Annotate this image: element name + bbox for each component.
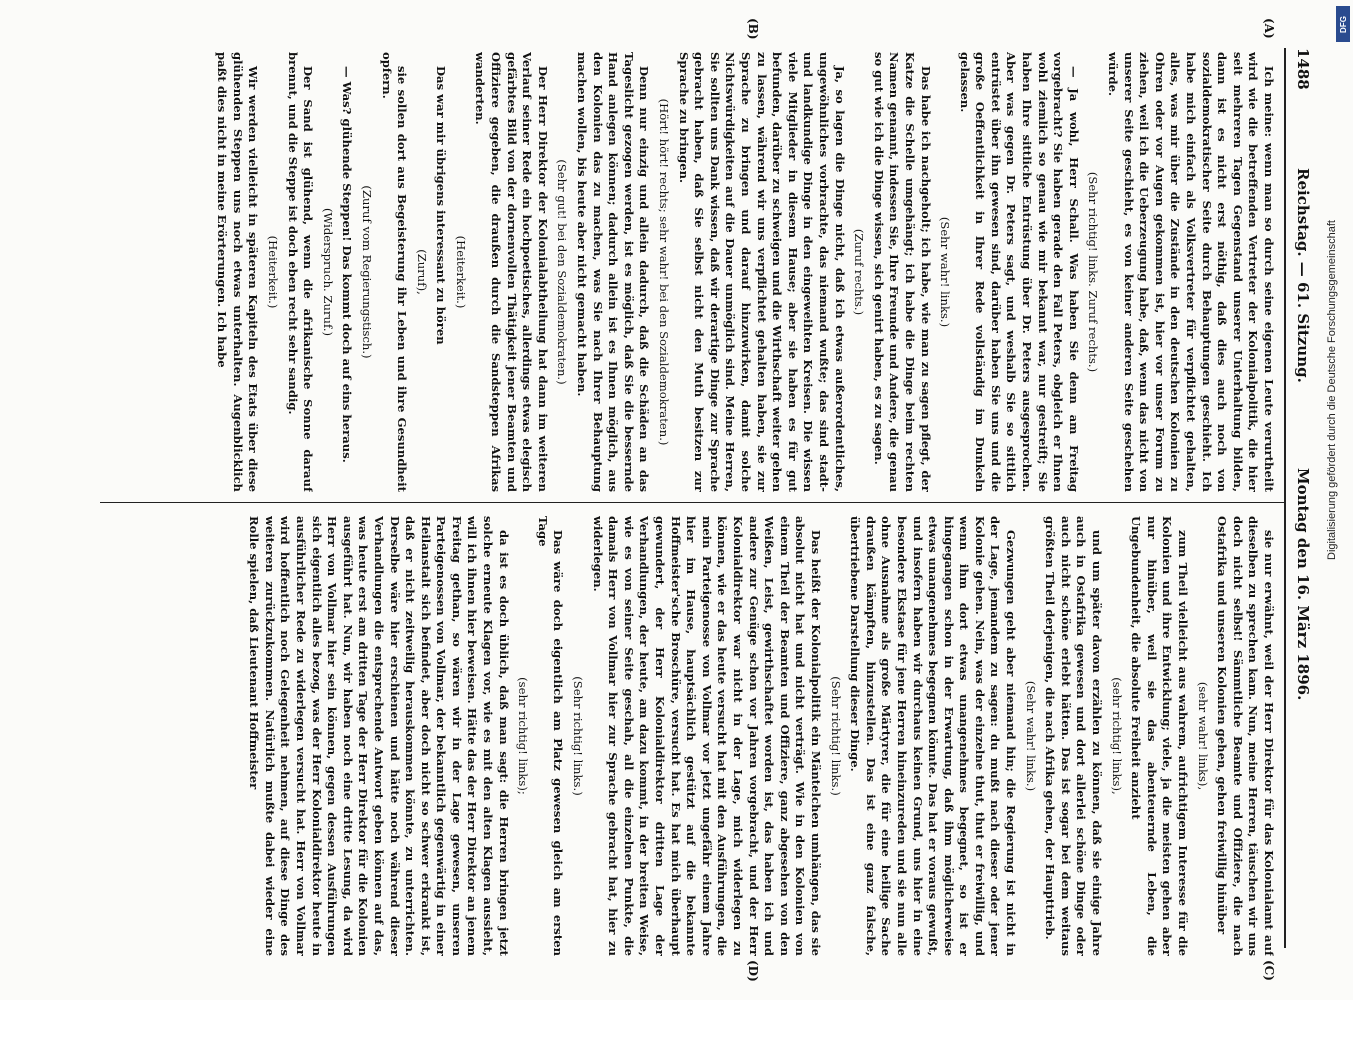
- paragraph: Der Sand ist glühend, wenn die afrikanische Sonne darauf brennt, und die Steppe ist doch eben recht sehr sandig.: [285, 52, 316, 492]
- dfg-logo-text: DFG: [1338, 15, 1348, 33]
- paragraph: (Hört! hört! rechts; sehr wahr! bei den Sozialdemokraten.): [657, 98, 672, 446]
- session-date: Montag den 16. März 1896.: [1294, 468, 1312, 701]
- paragraph: und um später davon erzählen zu können, daß sie einige Jahre auch in Ostafrika gewesen und dort allerlei schöne Dinge oder auch nicht schöne erlebt hätten. Das ist sogar bei dem weitaus größten Theil derjenigen, die nach Afrika gehen, der Haupttrieb.: [1043, 516, 1105, 956]
- paragraph: Ja, so lagen die Dinge nicht, daß ich etwas außerordentliches, ungewöhnliches vorbrachte, das niemand wußte; das sind stadt- und landkundige Dinge in den eingeweihten Kreisen. Die wissen viele Mitglieder in diesem Hause; aber sie haben es für gut befunden, darüber zu schweigen und die Wirthschaft weiter gehen zu lassen, während wir uns verpflichtet gehalten haben, sie zur Sprache zu bringen und darauf hinzuwirken, damit solche Nichtswürdigkeiten auf die Dauer unmöglich sind. Meine Herren, Sie sollten uns Dank wissen, daß wir derartige Dinge zur Sprache gebracht haben, daß Sie selbst nicht den Muth besitzen zur Sprache zu bringen.: [676, 52, 847, 492]
- paragraph: Das heißt der Kolonialpolitik ein Mäntelchen umhängen, das sie absolut nicht hat und nicht verträgt. Wie in den Kolonien von einem Theil der Beamten und Offiziere, ganz abgesehen von den Weißen, Leist, gewirthschaftet worden ist, das haben ich und andere zur Genüge schon vor Jahren vorgebracht, und der Herr Kolonialdirektor war nicht in der Lage, mich widerlegen zu können, wie er das heute versucht hat mit den Ausführungen, die mein Parteigenosse von Vollmar vor jetzt ungefähr einem Jahre hier im Hause, hauptsächlich gestützt auf die bekannte Hoffmeister'sche Broschüre, versucht hat. Es hat mich überhaupt gewundert, der Herr Kolonialdirektor dritten Lage der Verhandlungen, der heute, am dazu kommt, in der breiten Weise, wie es von seiner Seite geschah, all die einzelnen Punkte, die damals Herr von Vollmar hier zur Sprache gebracht hat, hier zu widerlegen.: [590, 516, 823, 956]
- rotated-sheet: [50, 18, 1320, 1048]
- paragraph: sie nur erwähnt, weil der Herr Direktor für das Kolonialamt auf dieselben zu sprechen kam. Nun, meine Herren, täuschen wir uns doch nicht selbst! Sämmtliche Beamte und Offiziere, die nach Ostafrika und unseren Kolonien gehen, gehen freiwillig hinüber: [1215, 516, 1276, 956]
- paragraph: Ich meine: wenn man so durch seine eigenen Leute verurtheilt wird wie die betreffenden Vertreter der Kolonialpolitik, die hier seit mehreren Tagen Gegenstand unserer Unterhaltung bilden, dann ist es nicht erst nöthig, daß dies auch noch von sozialdemokratischer Seite durch Behauptungen geschieht. Ich habe mich einfach als Volksvertreter für verpflichtet gehalten, alles, was mir über die Zustände in den deutschen Kolonien zu Ohren oder vor Augen gekommen ist, hier vor unser Forum zu ziehen, weil ich die Ueberzeugung habe, daß, wenn das nicht von unserer Seite geschieht, es von keiner anderen Seite geschehen würde.: [1106, 52, 1276, 492]
- sheet-content: [90, 18, 1320, 982]
- paragraph: Das wäre doch eigentlich am Platz gewesen gleich am ersten Tage: [535, 516, 566, 956]
- column-divider: [100, 502, 1284, 503]
- paragraph: (Widerspruch. Zuruf.): [320, 207, 335, 337]
- margin-marker-a: (A): [1262, 18, 1276, 39]
- paragraph: (Zuruf),: [414, 249, 429, 295]
- dfg-logo: [1336, 6, 1350, 42]
- session-title: Reichstag. — 61. Sitzung.: [1294, 168, 1312, 383]
- paragraph: Das habe ich nachgeholt; ich habe, wie man zu sagen pflegt, der Katze die Schelle umgehängt; ich habe die Dinge beim rechten Namen genannt, indessen Sie, Ihre Freunde und Andere, die genau so gut wie ich die Dinge wissen, sich genirt haben, es zu sagen.: [871, 52, 933, 492]
- left-column: [100, 52, 1276, 492]
- paragraph: (Sehr richtig! links.): [571, 676, 586, 796]
- paragraph: Wir werden vielleicht in späteren Kapiteln des Etats über diese glühenden Steppen uns noch etwas unterhalten. Augenblicklich paßt dies nicht in meine Erörterungen. Ich habe: [215, 52, 261, 492]
- paragraph: Gezwungen geht aber niemand hin; die Regierung ist nicht in der Lage, jemandem zu sagen: du mußt nach dieser oder jener Kolonie gehen. Nein, was der einzelne thut, thut er freiwillig, und wenn ihm dort etwas unangenehmes begegnet, so ist er hingegangen schon in der Erwartung, daß ihm möglicherweise etwas unangenehmes begegnen könnte. Das hat er voraus gewußt, und insofern haben wir durchaus keinen Grund, uns hier in eine besondere Ekstase für jene Herren hineinzureden und sie nun alle ohne Ausnahme als große Märtyrer, die für eine heilige Sache draußen kämpften, hinzustellen. Das ist eine ganz falsche, übertriebene Darstellung dieser Dinge.: [848, 516, 1019, 956]
- paragraph: (Sehr gut! bei den Sozialdemokraten.): [555, 159, 570, 385]
- page-header: [1288, 48, 1312, 948]
- paragraph: (Sehr richtig! links.): [828, 676, 843, 796]
- paragraph: (Heiterkeit.): [265, 235, 280, 309]
- paragraph: Der Herr Direktor der Kolonialabtheilung hat dann im weiteren Verlauf seiner Rede ein hochpoetisches, allerdings etwas elegisch gefärbtes Bild von der dornenvollen Thätigkeit jener Beamten und Offiziere gegeben, die draußen durch die Sandsteppen Afrikas wanderten.: [473, 52, 550, 492]
- paragraph: sie sollen dort aus Begeisterung ihr Leben und ihre Gesundheit opfern.: [379, 52, 410, 492]
- paragraph: Das war mir übrigens interessant zu hören: [434, 66, 449, 345]
- paragraph: (sehr richtig! links),: [1109, 677, 1124, 795]
- paragraph: (sehr wahr! links),: [1195, 681, 1210, 791]
- margin-marker-b: (B): [746, 18, 760, 40]
- margin-marker-d: (D): [746, 960, 760, 982]
- paragraph: — Was? glühende Steppen! Das kommt doch auf eins heraus.: [340, 66, 355, 463]
- paragraph: (Sehr wahr! links.): [938, 216, 953, 328]
- paragraph: da ist es doch üblich, daß man sagt: die Herren bringen jetzt solche erneute Klagen vor, wie es mit den alten Klagen aussieht, will ich ihnen hier beweisen. Hätte das der Herr Direktor an jenem Freitag gethan, so wären wir in der Lage gewesen, unseren Parteigenossen von Vollmar, der bekanntlich gegenwärtig in einer Heilanstalt sich befindet, aber doch nicht so schwer erkrankt ist, daß er nicht zeitweilig herauskommen könnte, zu unterrichten. Derselbe wäre hier erschienen und hätte noch während dieser Verhandlungen die entsprechende Antwort geben können auf das, was heute erst am dritten Tage der Herr Direktor für die Kolonien ausgeführt hat. Nun, wir haben noch eine dritte Lesung, da wird Herr von Vollmar hier sein können, gegen dessen Ausführungen sich eigentlich alles bezog, was der Herr Kolonialdirektor heute in ausführlicher Rede zu widerlegen versucht hat. Herr von Vollmar wird hoffentlich noch Gelegenheit nehmen, auf diese Dinge des weiteren zurückzukommen. Natürlich mußte dabei wieder eine Rolle spielen, daß Lieutenant Hoffmeister: [247, 516, 511, 956]
- paragraph: (Sehr wahr! links.): [1023, 680, 1038, 792]
- paragraph: (Zuruf rechts.): [852, 228, 867, 316]
- paragraph: zum Theil vielleicht aus wahrem, aufrichtigem Interesse für die Kolonien und ihre Entwicklung; viele, ja die meisten gehen aber nur hinüber, weil sie das abenteuernde Leben, die Ungebundenheit, die absolute Freiheit anzieht: [1129, 516, 1191, 956]
- margin-marker-c: (C): [1262, 960, 1276, 981]
- header-rule: [1284, 48, 1286, 948]
- paragraph: Denn nur einzig und allein dadurch, daß die Schäden an das Tageslicht gezogen werden, ist es möglich, daß Sie die bessernde Hand anlegen können; dadurch allein ist es Ihnen möglich, aus den Kolonien das zu machen, was Sie nach Ihrer Behauptung machen wollen, bis heute aber nicht gemacht haben.: [575, 52, 652, 492]
- page-number: 1488: [1294, 48, 1312, 90]
- paragraph: — Ja wohl, Herr Schall. Was haben Sie denn am Freitag vorgebracht? Sie haben gerade den Fall Peters, obgleich er Ihnen wohl ziemlich so genau wie mir bekannt war, nur gestreift; Sie haben Ihre sittliche Entrüstung über Dr. Peters ausgesprochen. Aber was gegen Dr. Peters sagt, und weshalb Sie so sittlich entrüstet über ihn gewesen sind, darüber haben Sie uns und die große Oeffentlichkeit in Ihrer Rede vollständig im Dunkeln gelassen.: [957, 52, 1081, 492]
- paragraph: (sehr richtig! links);: [516, 677, 531, 795]
- paragraph: (Heiterkeit.): [453, 235, 468, 309]
- paragraph: (Zuruf vom Regierungstisch.): [359, 185, 374, 359]
- paragraph: (Sehr richtig! links. Zuruf rechts.): [1086, 171, 1101, 373]
- digitization-credit: Digitalisierung gefördert durch die Deutsche Forschungsgemeinschaft: [1326, 220, 1338, 560]
- right-column: [100, 516, 1276, 956]
